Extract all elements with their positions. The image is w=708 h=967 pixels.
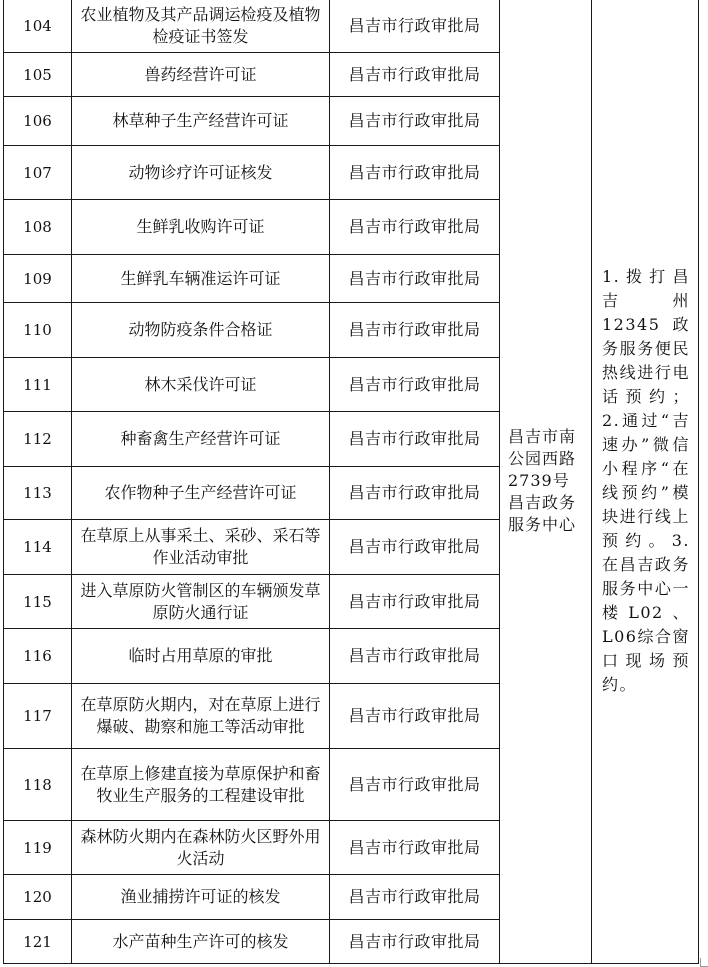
row-number: 111 bbox=[4, 358, 72, 412]
item-name: 渔业捕捞许可证的核发 bbox=[72, 875, 330, 920]
row-number: 105 bbox=[4, 53, 72, 97]
page-corner-mark bbox=[700, 958, 708, 967]
department: 昌吉市行政审批局 bbox=[330, 467, 500, 520]
department: 昌吉市行政审批局 bbox=[330, 200, 500, 255]
row-number: 113 bbox=[4, 467, 72, 520]
item-name: 生鲜乳收购许可证 bbox=[72, 200, 330, 255]
department: 昌吉市行政审批局 bbox=[330, 875, 500, 920]
item-name: 临时占用草原的审批 bbox=[72, 629, 330, 684]
department: 昌吉市行政审批局 bbox=[330, 684, 500, 749]
item-name: 农作物种子生产经营许可证 bbox=[72, 467, 330, 520]
department: 昌吉市行政审批局 bbox=[330, 821, 500, 875]
department: 昌吉市行政审批局 bbox=[330, 412, 500, 467]
department: 昌吉市行政审批局 bbox=[330, 520, 500, 575]
row-number: 118 bbox=[4, 749, 72, 821]
item-name: 进入草原防火管制区的车辆颁发草原防火通行证 bbox=[72, 575, 330, 629]
row-number: 106 bbox=[4, 97, 72, 146]
row-number: 108 bbox=[4, 200, 72, 255]
item-name: 兽药经营许可证 bbox=[72, 53, 330, 97]
department: 昌吉市行政审批局 bbox=[330, 749, 500, 821]
item-name: 种畜禽生产经营许可证 bbox=[72, 412, 330, 467]
row-number: 112 bbox=[4, 412, 72, 467]
row-number: 115 bbox=[4, 575, 72, 629]
item-name: 在草原上修建直接为草原保护和畜牧业生产服务的工程建设审批 bbox=[72, 749, 330, 821]
row-number: 120 bbox=[4, 875, 72, 920]
department: 昌吉市行政审批局 bbox=[330, 255, 500, 303]
row-number: 107 bbox=[4, 146, 72, 200]
row-number: 116 bbox=[4, 629, 72, 684]
department: 昌吉市行政审批局 bbox=[330, 0, 500, 53]
service-table bbox=[3, 0, 699, 964]
item-name: 在草原上从事采土、采砂、采石等作业活动审批 bbox=[72, 520, 330, 575]
row-number: 109 bbox=[4, 255, 72, 303]
item-name: 农业植物及其产品调运检疫及植物检疫证书签发 bbox=[72, 0, 330, 53]
item-name: 动物诊疗许可证核发 bbox=[72, 146, 330, 200]
department: 昌吉市行政审批局 bbox=[330, 303, 500, 358]
item-name: 林木采伐许可证 bbox=[72, 358, 330, 412]
item-name: 在草原防火期内，对在草原上进行爆破、勘察和施工等活动审批 bbox=[72, 684, 330, 749]
table-row bbox=[4, 0, 699, 53]
row-number: 117 bbox=[4, 684, 72, 749]
row-number: 114 bbox=[4, 520, 72, 575]
row-number: 119 bbox=[4, 821, 72, 875]
row-number: 104 bbox=[4, 0, 72, 53]
department: 昌吉市行政审批局 bbox=[330, 358, 500, 412]
department: 昌吉市行政审批局 bbox=[330, 920, 500, 964]
item-name: 林草种子生产经营许可证 bbox=[72, 97, 330, 146]
department: 昌吉市行政审批局 bbox=[330, 629, 500, 684]
item-name: 动物防疫条件合格证 bbox=[72, 303, 330, 358]
row-number: 110 bbox=[4, 303, 72, 358]
department: 昌吉市行政审批局 bbox=[330, 97, 500, 146]
department: 昌吉市行政审批局 bbox=[330, 146, 500, 200]
department: 昌吉市行政审批局 bbox=[330, 575, 500, 629]
appointment-method: 1.拨打昌吉州12345政务服务便民热线进行电话预约；2.通过“吉速办”微信小程序“在线预约”模块进行线上预约。3.在昌吉政务服务中心一楼L02、L06综合窗口现场预约。 bbox=[592, 0, 699, 964]
service-address: 昌吉市南公园西路2739号昌吉政务服务中心 bbox=[500, 0, 592, 964]
item-name: 森林防火期内在森林防火区野外用火活动 bbox=[72, 821, 330, 875]
item-name: 水产苗种生产许可的核发 bbox=[72, 920, 330, 964]
department: 昌吉市行政审批局 bbox=[330, 53, 500, 97]
item-name: 生鲜乳车辆准运许可证 bbox=[72, 255, 330, 303]
row-number: 121 bbox=[4, 920, 72, 964]
